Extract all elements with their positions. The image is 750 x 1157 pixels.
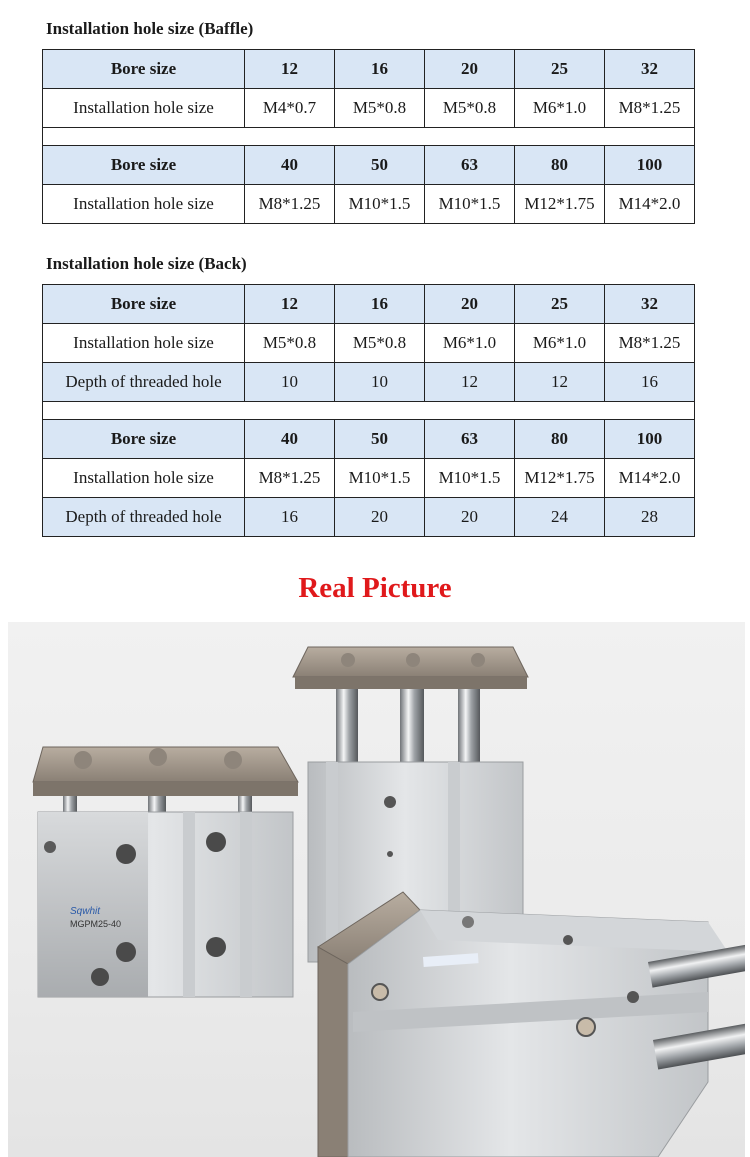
table-cell: M6*1.0 — [425, 324, 515, 363]
table-row — [43, 185, 695, 224]
header-cell: 20 — [425, 50, 515, 89]
table-cell: M5*0.8 — [425, 89, 515, 128]
table-cell: M5*0.8 — [335, 89, 425, 128]
table-cell: M10*1.5 — [335, 459, 425, 498]
table-header-row — [43, 50, 695, 89]
back-section-title: Installation hole size (Back) — [46, 254, 247, 273]
header-cell: 40 — [245, 420, 335, 459]
table-cell: 28 — [605, 498, 695, 537]
table-cell: 16 — [605, 363, 695, 402]
header-cell: Bore size — [43, 420, 245, 459]
table-row — [43, 89, 695, 128]
header-cell: Bore size — [43, 146, 245, 185]
table-cell: 24 — [515, 498, 605, 537]
table-row — [43, 363, 695, 402]
table-cell: M8*1.25 — [605, 89, 695, 128]
back-spec-table — [42, 284, 695, 537]
table-cell: 16 — [245, 498, 335, 537]
table-cell: 20 — [335, 498, 425, 537]
table-row — [43, 324, 695, 363]
header-cell: 63 — [425, 146, 515, 185]
brand-label: Sqwhit — [70, 906, 101, 917]
header-cell: 12 — [245, 285, 335, 324]
header-cell: 80 — [515, 420, 605, 459]
table-cell: M8*1.25 — [245, 459, 335, 498]
table-cell: 20 — [425, 498, 515, 537]
header-cell: 12 — [245, 50, 335, 89]
real-picture-heading: Real Picture — [298, 572, 452, 604]
header-cell: 25 — [515, 50, 605, 89]
header-cell: 50 — [335, 146, 425, 185]
model-label: MGPM25-40 — [70, 919, 122, 929]
table-cell: M14*2.0 — [605, 459, 695, 498]
table-cell: M14*2.0 — [605, 185, 695, 224]
table-cell: M6*1.0 — [515, 324, 605, 363]
table-header-row — [43, 146, 695, 185]
row-label: Depth of threaded hole — [43, 498, 245, 537]
row-label: Installation hole size — [43, 459, 245, 498]
header-cell: 20 — [425, 285, 515, 324]
table-cell: M4*0.7 — [245, 89, 335, 128]
table-spacer-row — [43, 402, 695, 420]
table-row — [43, 498, 695, 537]
header-cell: 50 — [335, 420, 425, 459]
header-cell: 32 — [605, 50, 695, 89]
table-cell: M12*1.75 — [515, 185, 605, 224]
table-row — [43, 459, 695, 498]
row-label: Installation hole size — [43, 324, 245, 363]
header-cell: 63 — [425, 420, 515, 459]
row-label: Installation hole size — [43, 89, 245, 128]
header-cell: 80 — [515, 146, 605, 185]
table-header-row — [43, 420, 695, 459]
front-cylinder — [318, 892, 745, 1157]
product-photo — [8, 622, 745, 1157]
table-cell: 12 — [425, 363, 515, 402]
table-cell: M5*0.8 — [245, 324, 335, 363]
table-cell: 10 — [335, 363, 425, 402]
table-header-row — [43, 285, 695, 324]
row-label: Installation hole size — [43, 185, 245, 224]
baffle-section-title: Installation hole size (Baffle) — [46, 19, 254, 38]
row-label: Depth of threaded hole — [43, 363, 245, 402]
header-cell: 16 — [335, 285, 425, 324]
table-cell: M10*1.5 — [335, 185, 425, 224]
header-cell: 40 — [245, 146, 335, 185]
header-cell: 25 — [515, 285, 605, 324]
table-cell: M8*1.25 — [245, 185, 335, 224]
header-cell: Bore size — [43, 50, 245, 89]
table-cell: 10 — [245, 363, 335, 402]
header-cell: 100 — [605, 420, 695, 459]
table-spacer-row — [43, 128, 695, 146]
header-cell: Bore size — [43, 285, 245, 324]
table-cell: 12 — [515, 363, 605, 402]
header-cell: 32 — [605, 285, 695, 324]
cylinder-illustration — [8, 622, 745, 1157]
table-cell: M10*1.5 — [425, 185, 515, 224]
table-cell: M6*1.0 — [515, 89, 605, 128]
header-cell: 16 — [335, 50, 425, 89]
table-cell: M10*1.5 — [425, 459, 515, 498]
baffle-spec-table — [42, 49, 695, 224]
left-cylinder — [33, 747, 298, 997]
table-cell: M8*1.25 — [605, 324, 695, 363]
table-cell: M5*0.8 — [335, 324, 425, 363]
header-cell: 100 — [605, 146, 695, 185]
table-cell: M12*1.75 — [515, 459, 605, 498]
